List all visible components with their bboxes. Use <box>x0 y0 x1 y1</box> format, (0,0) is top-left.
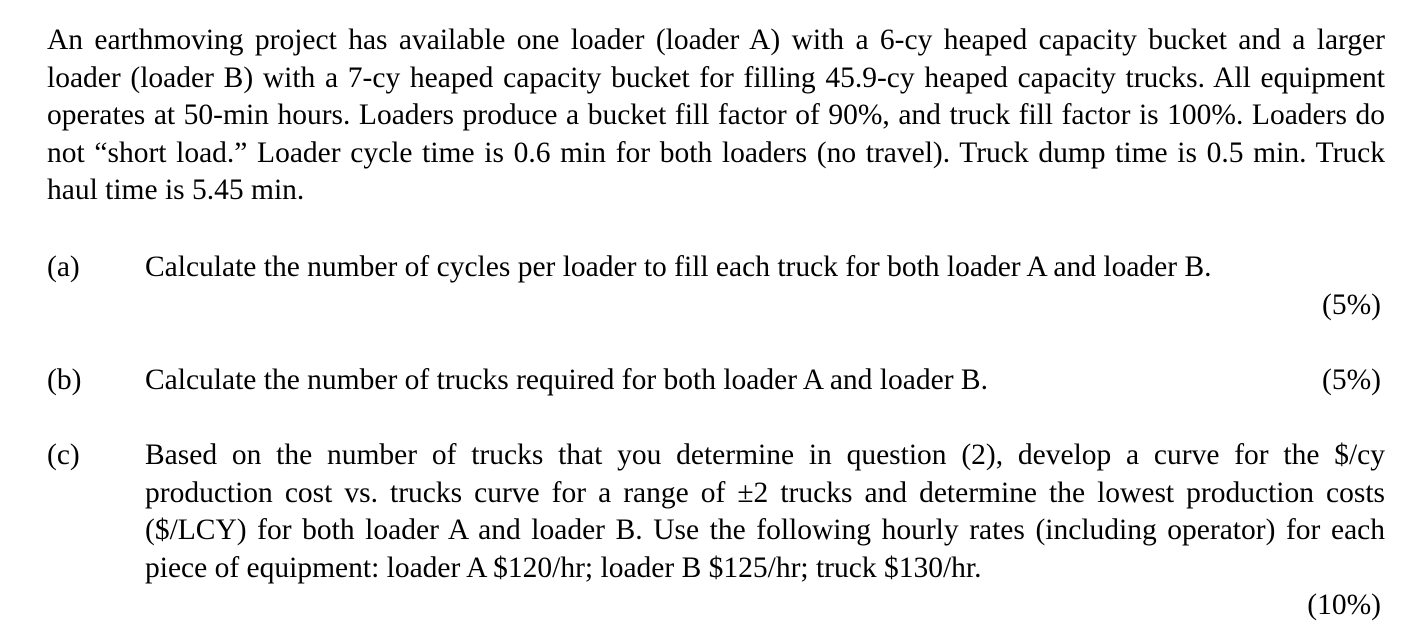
question-text: Based on the number of trucks that you determine in question (2), develop a curve for the $/cy production cost vs. trucks curve for a range of ±2 trucks and determine the lowest production costs ($/LCY) for both loader A and loader B. Use the following hourly rates (including operator) for each piece of equipment: loader A $120/hr; loader B $125/hr; truck $130/hr. <box>145 439 1385 584</box>
question-marks: (5%) <box>1322 288 1381 321</box>
question-marks: (10%) <box>1307 589 1381 621</box>
question-text: Calculate the number of trucks required for both loader A and loader B. <box>145 364 988 396</box>
question-marks: (5%) <box>1322 364 1381 396</box>
question-label: (c) <box>47 439 80 471</box>
question-text: Calculate the number of cycles per loader to fill each truck for both loader A and loader B. <box>145 251 1212 283</box>
question-label: (a) <box>47 251 80 283</box>
question-label: (b) <box>47 364 82 396</box>
problem-statement: An earthmoving project has available one loader (loader A) with a 6-cy heaped capacity bucket and a larger loader (loader B) with a 7-cy heaped capacity bucket for filling 45.9-cy heaped capacity trucks. All equipment operates at 50-min hours. Loaders produce a bucket fill factor of 90%, and truck fill factor is 100%. Loaders do not “short load.” Loader cycle time is 0.6 min for both loaders (no travel). Truck dump time is 0.5 min. Truck haul time is 5.45 min. <box>47 24 1385 206</box>
